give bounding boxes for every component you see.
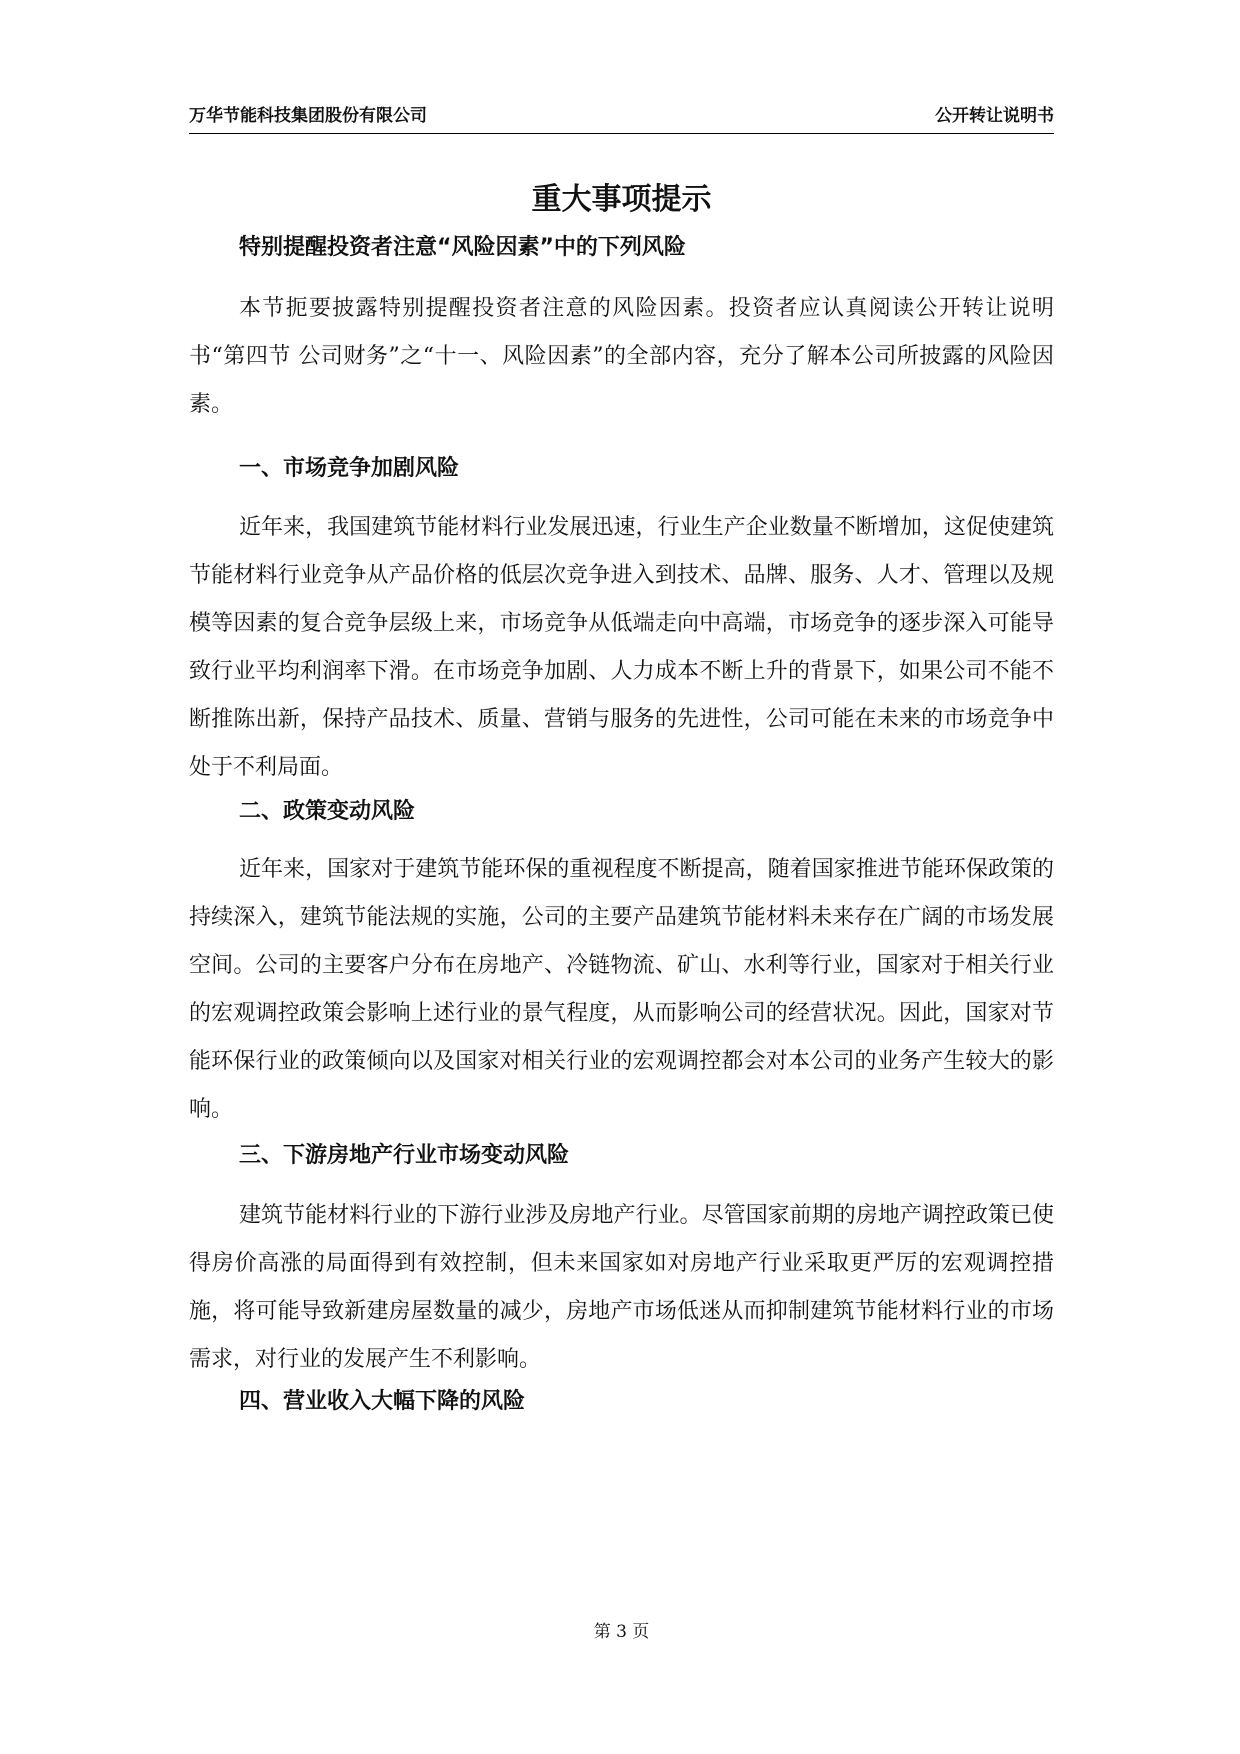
section-heading-4: 四、营业收入大幅下降的风险 xyxy=(239,1389,526,1414)
header-document-type: 公开转让说明书 xyxy=(935,106,1054,126)
page-number: 第 3 页 xyxy=(593,1622,650,1642)
section-heading-2: 二、政策变动风险 xyxy=(239,799,416,824)
header-company-name: 万华节能科技集团股份有限公司 xyxy=(189,106,427,126)
section-heading-3: 三、下游房地产行业市场变动风险 xyxy=(239,1143,570,1168)
page-title: 重大事项提示 xyxy=(531,182,712,217)
intro-heading: 特别提醒投资者注意“风险因素”中的下列风险 xyxy=(239,235,686,260)
section-paragraph-2: 近年来，国家对于建筑节能环保的重视程度不断提高，随着国家推进节能环保政策的持续深入，建筑节能法规的实施，公司的主要产品建筑节能材料未来存在广阔的市场发展空间。公司的主要客户分布在房地产、冷链物流、矿山、水利等行业，国家对于相关行业的宏观调控政策会影响上述行业的景气程度，从而影响公司的经营状况。因此，国家对节能环保行业的政策倾向以及国家对相关行业的宏观调控都会对本公司的业务产生较大的影响。 xyxy=(189,857,1054,1122)
intro-paragraph: 本节扼要披露特别提醒投资者注意的风险因素。投资者应认真阅读公开转让说明书“第四节 公司财务”之“十一、风险因素”的全部内容，充分了解本公司所披露的风险因素。 xyxy=(189,296,1054,417)
section-paragraph-3: 建筑节能材料行业的下游行业涉及房地产行业。尽管国家前期的房地产调控政策已使得房价高涨的局面得到有效控制，但未来国家如对房地产行业采取更严厉的宏观调控措施，将可能导致新建房屋数量的减少，房地产市场低迷从而抑制建筑节能材料行业的市场需求，对行业的发展产生不利影响。 xyxy=(189,1203,1054,1372)
page-header xyxy=(189,103,1054,134)
section-heading-1: 一、市场竞争加剧风险 xyxy=(239,456,460,481)
section-paragraph-1: 近年来，我国建筑节能材料行业发展迅速，行业生产企业数量不断增加，这促使建筑节能材料行业竞争从产品价格的低层次竞争进入到技术、品牌、服务、人才、管理以及规模等因素的复合竞争层级上来，市场竞争从低端走向中高端，市场竞争的逐步深入可能导致行业平均利润率下滑。在市场竞争加剧、人力成本不断上升的背景下，如果公司不能不断推陈出新，保持产品技术、质量、营销与服务的先进性，公司可能在未来的市场竞争中处于不利局面。 xyxy=(189,515,1054,780)
